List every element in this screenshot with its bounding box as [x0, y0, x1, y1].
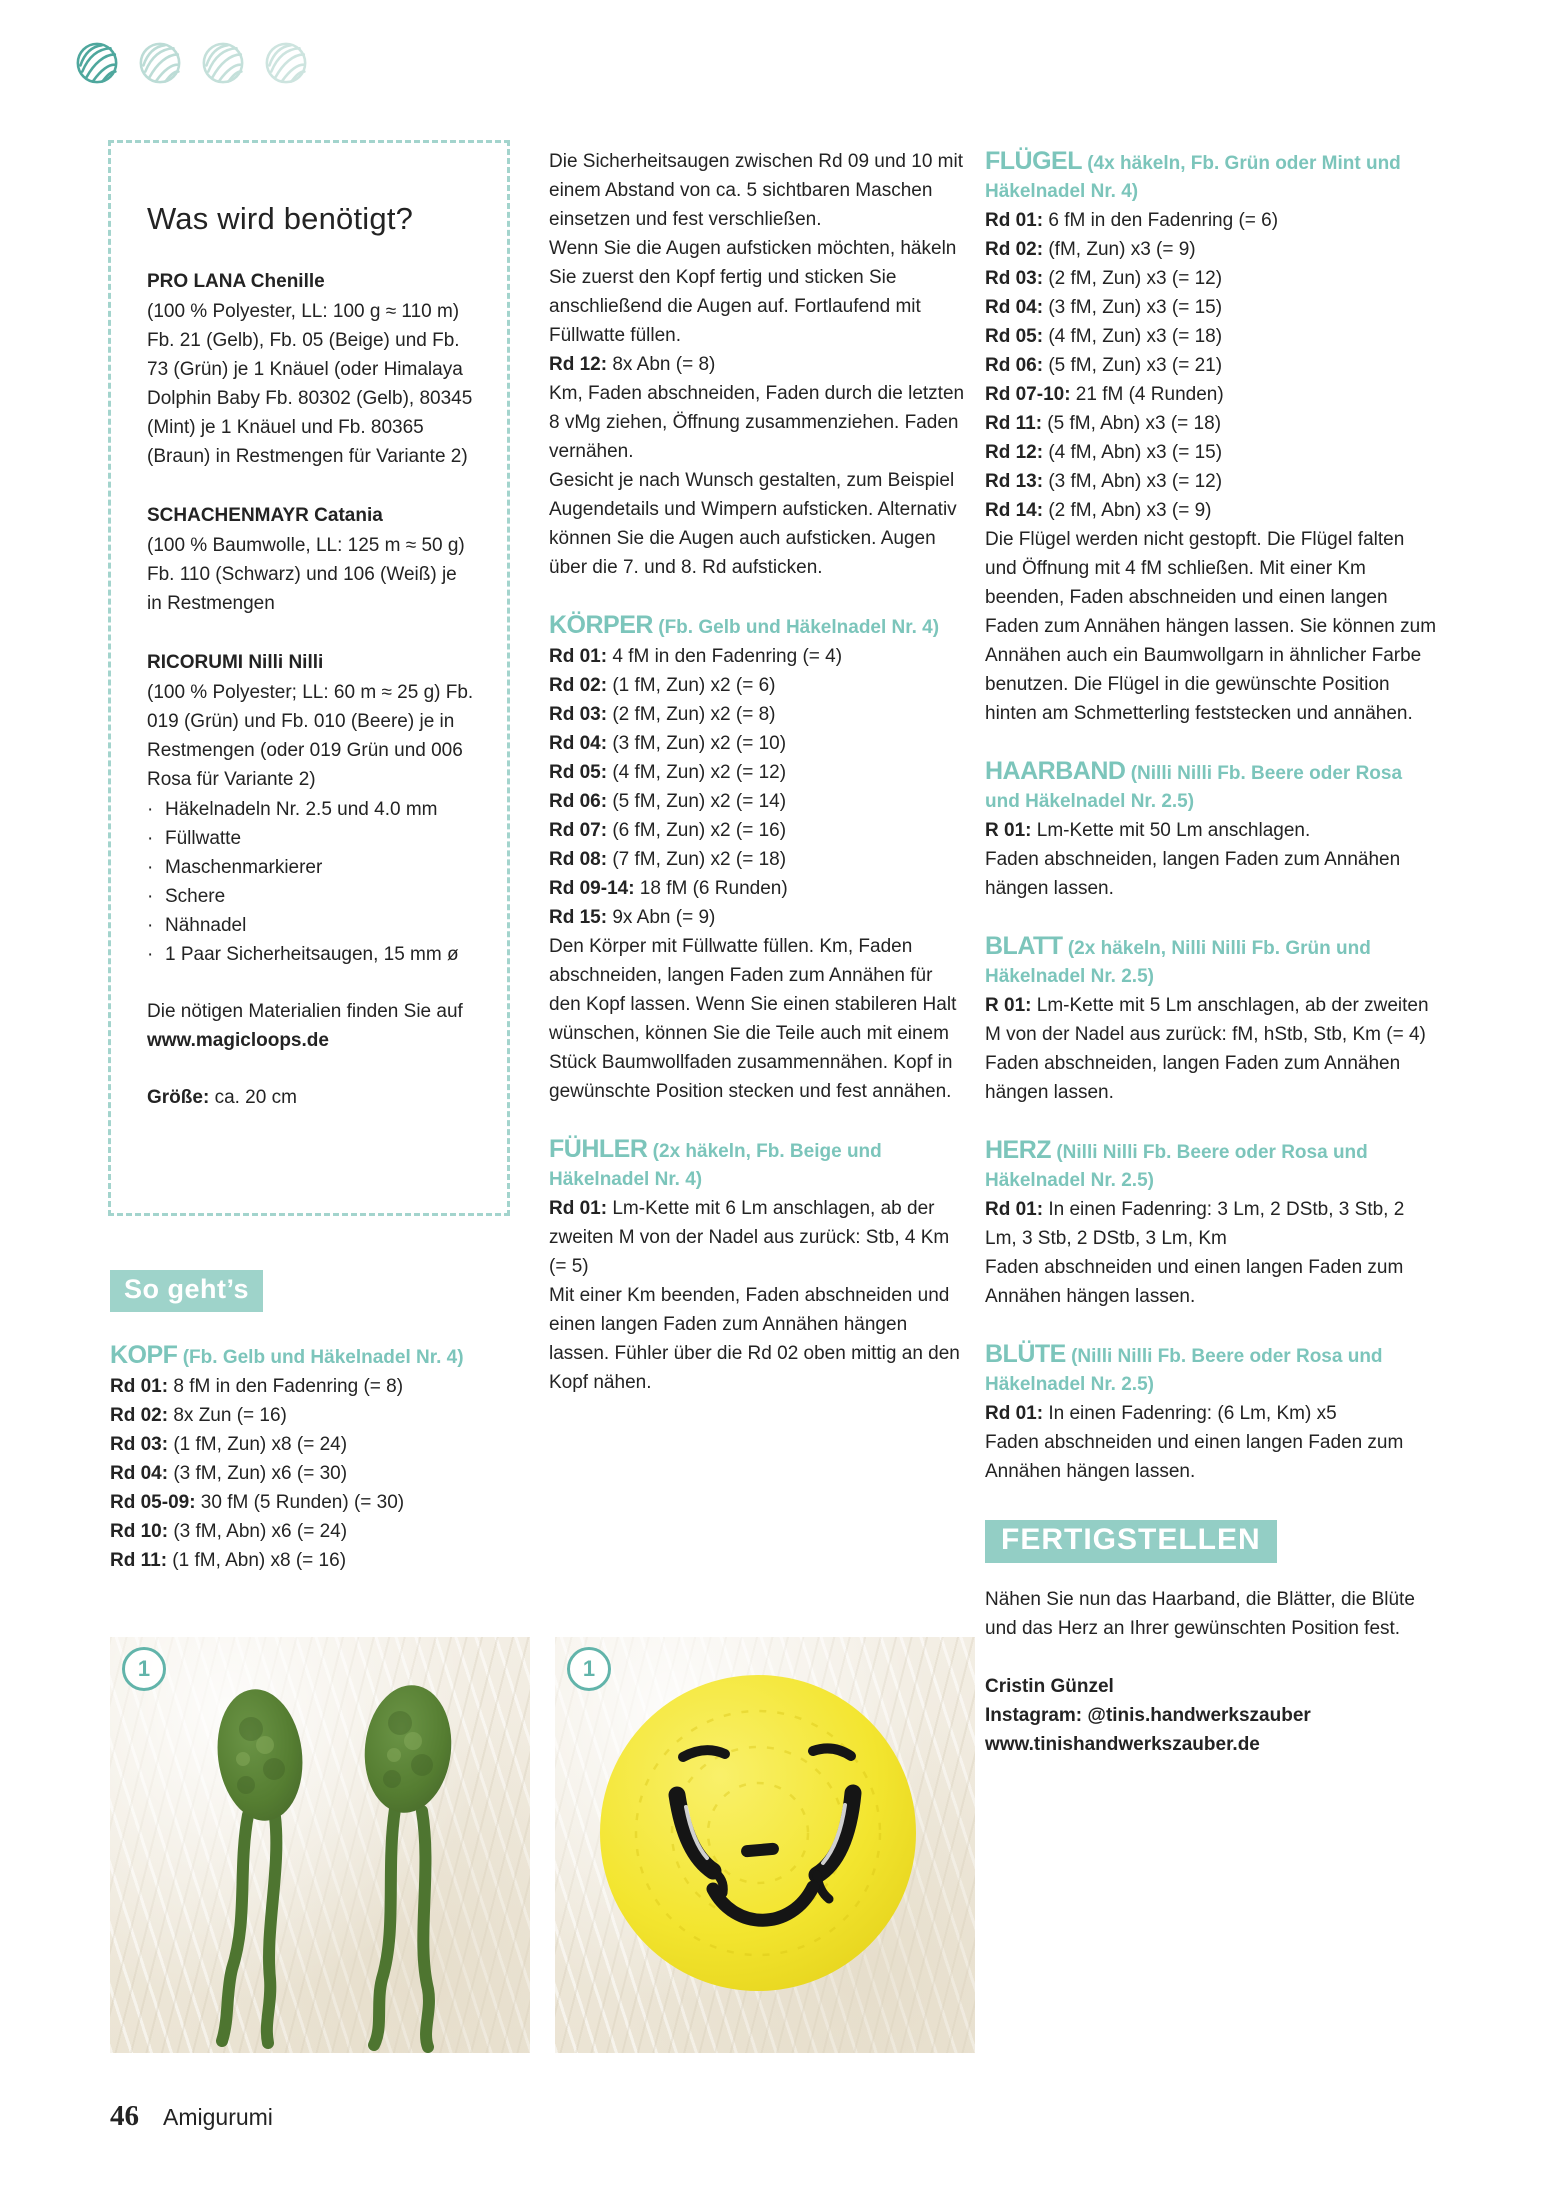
pattern-row: Rd 01: In einen Fadenring: (6 Lm, Km) x5: [985, 1403, 1337, 1424]
materials-group-body: (100 % Polyester, LL: 100 g ≈ 110 m) Fb. 21 (Gelb), Fb. 05 (Beige) und Fb. 73 (Grün) je 1 Knäuel (oder Himalaya Dolphin Baby Fb. 80302 (Gelb), 80345 (Mint) je 1 Knäuel und Fb. 80365 (Braun) in Restmengen für Variante 2): [147, 301, 473, 467]
row-label: Rd 12:: [985, 442, 1044, 463]
pattern-row: Rd 11: (5 fM, Abn) x3 (= 18): [985, 413, 1222, 434]
pattern-row: Rd 04: (3 fM, Zun) x6 (= 30): [110, 1463, 348, 1484]
yarn-ball-icon: [133, 36, 187, 90]
photo-antennae: [110, 1637, 530, 2053]
difficulty-rating: [70, 36, 313, 90]
materials-box-title: Was wird benötigt?: [147, 201, 414, 236]
pattern-row: Rd 08: (7 fM, Zun) x2 (= 18): [549, 849, 787, 870]
row-label: Rd 01:: [985, 210, 1044, 231]
pattern-row: Rd 03: (1 fM, Zun) x8 (= 24): [110, 1434, 348, 1455]
smiley-art: [555, 1637, 975, 2053]
materials-group: [147, 648, 475, 794]
size-value: ca. 20 cm: [214, 1087, 297, 1108]
pattern-row: Rd 04: (3 fM, Zun) x2 (= 10): [549, 733, 787, 754]
materials-group: [147, 267, 475, 471]
section-heading: [110, 1341, 512, 1372]
step-badge: 1: [122, 1647, 166, 1691]
bullet-text: Füllwatte: [165, 828, 242, 849]
materials-bullet: [147, 940, 475, 969]
materials-group-body: (100 % Baumwolle, LL: 125 m ≈ 50 g) Fb. 110 (Schwarz) und 106 (Weiß) je in Restmengen: [147, 535, 465, 614]
footer-section-title: Amigurumi: [163, 2104, 273, 2130]
row-label: Rd 15:: [549, 907, 608, 928]
row-label: Rd 04:: [549, 733, 608, 754]
row-label: Rd 01:: [549, 646, 608, 667]
pattern-row: Rd 03: (2 fM, Zun) x2 (= 8): [549, 704, 776, 725]
pattern-row: Rd 09-14: 18 fM (6 Runden): [549, 878, 788, 899]
section-title: HAARBAND: [985, 757, 1126, 785]
so-gehts-label: So geht’s: [110, 1270, 263, 1312]
row-label: Rd 12:: [549, 354, 608, 375]
materials-url: www.magicloops.de: [147, 1030, 329, 1051]
materials-groups: [147, 267, 475, 794]
pattern-row: Rd 02: 8x Zun (= 16): [110, 1405, 287, 1426]
pattern-row: Rd 06: (5 fM, Zun) x3 (= 21): [985, 355, 1223, 376]
materials-group-title: RICORUMI Nilli Nilli: [147, 652, 324, 673]
bullet-dot-icon: ·: [147, 886, 154, 907]
paragraph: Faden abschneiden und einen langen Faden zum Annähen hängen lassen.: [985, 1257, 1404, 1307]
bullet-text: Häkelnadeln Nr. 2.5 und 4.0 mm: [165, 799, 438, 820]
pattern-row: Rd 05: (4 fM, Zun) x2 (= 12): [549, 762, 787, 783]
row-label: Rd 05-09:: [110, 1492, 196, 1513]
pattern-row: Rd 01: In einen Fadenring: 3 Lm, 2 DStb, 3 Stb, 2 Lm, 3 Stb, 2 DStb, 3 Lm, Km: [985, 1199, 1405, 1249]
section-heading: [985, 147, 1437, 206]
section-title: KÖRPER: [549, 611, 653, 639]
paragraph: Mit einer Km beenden, Faden abschneiden und einen langen Faden zum Annähen hängen lassen. Fühler über die Rd 02 oben mittig an den Kopf nähen.: [549, 1285, 960, 1393]
paragraph: Faden abschneiden und einen langen Faden zum Annähen hängen lassen.: [985, 1432, 1404, 1482]
bullet-dot-icon: ·: [147, 799, 154, 820]
row-label: Rd 07:: [549, 820, 608, 841]
section-heading: [549, 1135, 969, 1194]
bullet-text: Maschenmarkierer: [165, 857, 323, 878]
pattern-row: Rd 01: Lm-Kette mit 6 Lm anschlagen, ab der zweiten M von der Nadel aus zurück: Stb, 4 Km (= 5): [549, 1198, 950, 1277]
bullet-dot-icon: ·: [147, 915, 154, 936]
step-badge: 1: [567, 1647, 611, 1691]
row-label: Rd 14:: [985, 500, 1044, 521]
paragraph: Gesicht je nach Wunsch gestalten, zum Beispiel Augendetails und Wimpern aufsticken. Alternativ können Sie die Augen auch aufsticken. Augen über die 7. und 8. Rd aufsticken.: [549, 470, 957, 578]
materials-bullet: [147, 824, 475, 853]
row-label: Rd 10:: [110, 1521, 169, 1542]
section-title: FLÜGEL: [985, 147, 1082, 175]
section-subtitle: (2x häkeln, Fb. Beige und Häkelnadel Nr. 4): [549, 1141, 882, 1190]
pattern-row: R 01: Lm-Kette mit 5 Lm anschlagen, ab der zweiten M von der Nadel aus zurück: fM, hStb, Stb, Km (= 4): [985, 995, 1429, 1045]
row-label: Rd 01:: [985, 1199, 1044, 1220]
size-label: Größe:: [147, 1087, 210, 1108]
materials-group-body: (100 % Polyester; LL: 60 m ≈ 25 g) Fb. 019 (Grün) und Fb. 010 (Beere) je in Restmengen (oder 019 Grün und 006 Rosa für Variante 2): [147, 682, 474, 790]
pattern-row: Rd 01: 8 fM in den Fadenring (= 8): [110, 1376, 404, 1397]
yarn-ball-icon-filled: [70, 36, 124, 90]
row-label: R 01:: [985, 820, 1032, 841]
page-number: 46: [110, 2100, 139, 2132]
section-subtitle: (4x häkeln, Fb. Grün oder Mint und Häkelnadel Nr. 4): [985, 153, 1401, 202]
section-heading: [985, 932, 1437, 991]
paragraph: Den Körper mit Füllwatte füllen. Km, Faden abschneiden, langen Faden zum Annähen für den Kopf lassen. Wenn Sie einen stabileren Halt wünschen, können Sie die Teile auch mit einem Stück Baumwollfaden zusammennähen. Kopf in gewünschte Position stecken und fest annähen.: [549, 936, 957, 1102]
row-label: Rd 11:: [985, 413, 1043, 434]
bullet-dot-icon: ·: [147, 944, 154, 965]
row-label: Rd 02:: [110, 1405, 169, 1426]
antennae-art: [110, 1637, 530, 2053]
bullet-text: Schere: [165, 886, 226, 907]
section-heading: [985, 1340, 1437, 1399]
pattern-row: Rd 07: (6 fM, Zun) x2 (= 16): [549, 820, 787, 841]
paragraph: Die Sicherheitsaugen zwischen Rd 09 und 10 mit einem Abstand von ca. 5 sichtbaren Maschen einsetzen und fest verschließen.: [549, 151, 964, 230]
kopf-section: [110, 1341, 512, 1575]
pattern-row: Rd 01: 6 fM in den Fadenring (= 6): [985, 210, 1279, 231]
section-subtitle: (Nilli Nilli Fb. Beere oder Rosa und Häkelnadel Nr. 2.5): [985, 1142, 1368, 1191]
pattern-row: Rd 12: (4 fM, Abn) x3 (= 15): [985, 442, 1223, 463]
pattern-row: Rd 02: (fM, Zun) x3 (= 9): [985, 239, 1196, 260]
section-subtitle: (Fb. Gelb und Häkelnadel Nr. 4): [652, 617, 940, 638]
paragraph: Nähen Sie nun das Haarband, die Blätter, die Blüte und das Herz an Ihrer gewünschten Position fest.: [985, 1589, 1415, 1639]
spacer: [985, 1643, 1437, 1672]
credit-line: Instagram: @tinis.handwerkszauber: [985, 1705, 1311, 1726]
row-label: Rd 07-10:: [985, 384, 1071, 405]
row-label: Rd 06:: [549, 791, 608, 812]
row-label: Rd 09-14:: [549, 878, 635, 899]
pattern-row: Rd 15: 9x Abn (= 9): [549, 907, 716, 928]
paragraph: Die Flügel werden nicht gestopft. Die Flügel falten und Öffnung mit 4 fM schließen. Mit einer Km beenden, Faden abschneiden und einen langen Faden zum Annähen hängen lassen. Sie können zum Annähen auch ein Baumwollgarn in ähnlicher Farbe benutzen. Die Flügel in die gewünschte Position hinten am Schmetterling feststecken und annähen.: [985, 529, 1437, 724]
materials-group: [147, 501, 475, 618]
pattern-row: Rd 14: (2 fM, Abn) x3 (= 9): [985, 500, 1212, 521]
page-footer: [110, 2100, 273, 2133]
row-label: Rd 11:: [110, 1550, 168, 1571]
pattern-row: Rd 02: (1 fM, Zun) x2 (= 6): [549, 675, 776, 696]
yarn-ball-icon: [259, 36, 313, 90]
row-label: Rd 05:: [985, 326, 1044, 347]
section-subtitle: (2x häkeln, Nilli Nilli Fb. Grün und Häkelnadel Nr. 2.5): [985, 938, 1371, 987]
row-label: Rd 05:: [549, 762, 608, 783]
instructions-middle: [549, 147, 969, 1397]
row-label: Rd 13:: [985, 471, 1044, 492]
row-label: Rd 02:: [549, 675, 608, 696]
pattern-row: Rd 01: 4 fM in den Fadenring (= 4): [549, 646, 843, 667]
materials-group-title: PRO LANA Chenille: [147, 271, 325, 292]
photo-smiley-head: [555, 1637, 975, 2053]
section-subtitle: (Nilli Nilli Fb. Beere oder Rosa und Häkelnadel Nr. 2.5): [985, 763, 1403, 812]
pattern-row: Rd 13: (3 fM, Abn) x3 (= 12): [985, 471, 1223, 492]
row-label: Rd 08:: [549, 849, 608, 870]
section-title: BLÜTE: [985, 1340, 1066, 1368]
section-heading: [985, 1136, 1437, 1195]
row-label: Rd 03:: [110, 1434, 169, 1455]
instructions-left: [110, 1270, 512, 1575]
materials-group-title: SCHACHENMAYR Catania: [147, 505, 383, 526]
section-title: FÜHLER: [549, 1135, 648, 1163]
section-title: BLATT: [985, 932, 1063, 960]
bullet-dot-icon: ·: [147, 857, 154, 878]
section-subtitle: (Fb. Gelb und Häkelnadel Nr. 4): [177, 1347, 464, 1368]
pattern-row: Rd 06: (5 fM, Zun) x2 (= 14): [549, 791, 787, 812]
pattern-row: Rd 11: (1 fM, Abn) x8 (= 16): [110, 1550, 347, 1571]
pattern-row: Rd 12: 8x Abn (= 8): [549, 354, 716, 375]
paragraph: Wenn Sie die Augen aufsticken möchten, häkeln Sie zuerst den Kopf fertig und sticken Sie anschließend die Augen auf. Fortlaufend mit Füllwatte füllen.: [549, 238, 957, 346]
credit-line: www.tinishandwerkszauber.de: [985, 1734, 1260, 1755]
section-heading: [985, 757, 1437, 816]
section-heading: [549, 611, 969, 642]
materials-bullet-list: [147, 795, 475, 969]
paragraph: Km, Faden abschneiden, Faden durch die letzten 8 vMg ziehen, Öffnung zusammenziehen. Faden vernähen.: [549, 383, 965, 462]
row-label: Rd 04:: [985, 297, 1044, 318]
bullet-dot-icon: ·: [147, 828, 154, 849]
pattern-row: Rd 07-10: 21 fM (4 Runden): [985, 384, 1224, 405]
yarn-ball-icon: [196, 36, 250, 90]
materials-bullet: [147, 911, 475, 940]
section-title: HERZ: [985, 1136, 1052, 1164]
materials-bullet: [147, 882, 475, 911]
materials-bullet: [147, 795, 475, 824]
materials-box: [108, 140, 510, 1216]
section-title: KOPF: [110, 1341, 178, 1369]
pattern-row: Rd 05-09: 30 fM (5 Runden) (= 30): [110, 1492, 405, 1513]
row-label: Rd 01:: [549, 1198, 608, 1219]
pattern-row: Rd 05: (4 fM, Zun) x3 (= 18): [985, 326, 1223, 347]
row-label: Rd 03:: [985, 268, 1044, 289]
row-label: R 01:: [985, 995, 1032, 1016]
row-label: Rd 03:: [549, 704, 608, 725]
pattern-row: R 01: Lm-Kette mit 50 Lm anschlagen.: [985, 820, 1311, 841]
materials-bullet: [147, 853, 475, 882]
pattern-row: Rd 03: (2 fM, Zun) x3 (= 12): [985, 268, 1223, 289]
row-label: Rd 01:: [985, 1403, 1044, 1424]
bullet-text: 1 Paar Sicherheitsaugen, 15 mm ø: [165, 944, 459, 965]
row-label: Rd 06:: [985, 355, 1044, 376]
size-line: [147, 1083, 475, 1112]
credit-line: Cristin Günzel: [985, 1676, 1114, 1697]
materials-note: Die nötigen Materialien finden Sie auf: [147, 1001, 463, 1022]
row-label: Rd 01:: [110, 1376, 169, 1397]
bullet-text: Nähnadel: [165, 915, 247, 936]
instructions-right: [985, 147, 1437, 1759]
pattern-row: Rd 04: (3 fM, Zun) x3 (= 15): [985, 297, 1223, 318]
fertigstellen-banner: FERTIGSTELLEN: [985, 1520, 1277, 1563]
pattern-row: Rd 10: (3 fM, Abn) x6 (= 24): [110, 1521, 348, 1542]
row-label: Rd 04:: [110, 1463, 169, 1484]
row-label: Rd 02:: [985, 239, 1044, 260]
paragraph: Faden abschneiden, langen Faden zum Annähen hängen lassen.: [985, 1053, 1401, 1103]
section-subtitle: (Nilli Nilli Fb. Beere oder Rosa und Häkelnadel Nr. 2.5): [985, 1346, 1383, 1395]
paragraph: Faden abschneiden, langen Faden zum Annähen hängen lassen.: [985, 849, 1401, 899]
